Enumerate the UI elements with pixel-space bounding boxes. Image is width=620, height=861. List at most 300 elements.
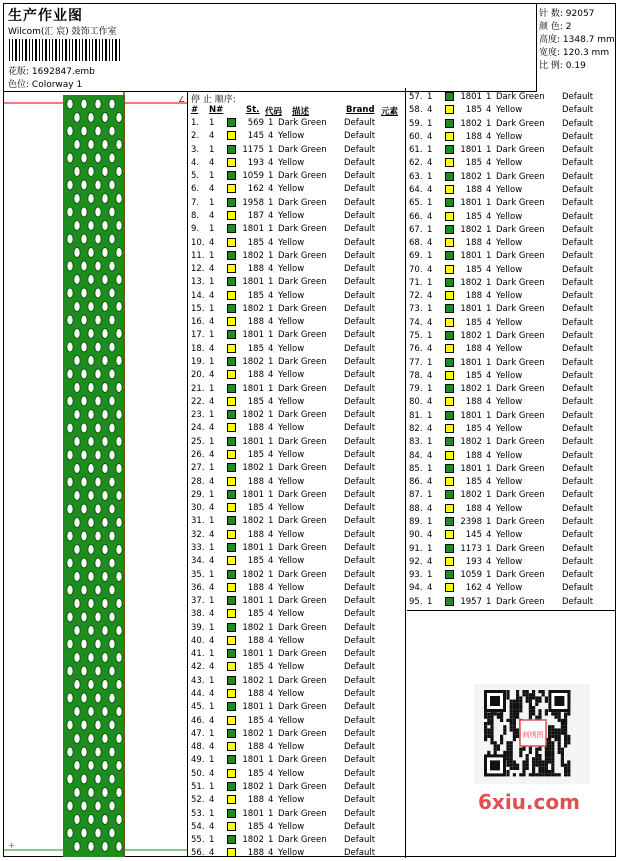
row-description: Yellow xyxy=(496,583,523,594)
table-row xyxy=(407,490,615,503)
row-brand: Default xyxy=(344,689,376,700)
color-swatch-green xyxy=(227,755,236,764)
row-description: Yellow xyxy=(278,503,305,514)
row-stitches: 1801 xyxy=(460,198,482,209)
row-code: 1 xyxy=(486,596,492,607)
row-number: 40. xyxy=(191,635,205,646)
row-needle: 4 xyxy=(427,556,433,567)
row-needle: 4 xyxy=(209,662,215,673)
row-description: Yellow xyxy=(496,424,523,434)
row-code: 1 xyxy=(268,808,274,819)
color-swatch-yellow xyxy=(227,556,236,565)
row-number: 92. xyxy=(409,556,423,567)
table-row xyxy=(189,848,405,861)
row-description: Yellow xyxy=(278,210,305,221)
row-description: Dark Green xyxy=(278,171,327,182)
row-brand: Default xyxy=(562,118,594,129)
color-swatch-yellow xyxy=(227,662,236,671)
row-code: 4 xyxy=(268,131,274,142)
height-value: 1348.7 mm xyxy=(562,35,615,45)
row-stitches: 188 xyxy=(247,264,264,275)
color-swatch-green xyxy=(227,516,236,525)
table-row xyxy=(189,782,405,795)
row-needle: 4 xyxy=(427,477,433,488)
row-needle: 4 xyxy=(427,503,433,514)
row-code: 1 xyxy=(268,755,274,766)
table-row xyxy=(189,662,405,675)
row-code: 4 xyxy=(486,344,492,355)
row-number: 30. xyxy=(191,503,205,514)
table-row xyxy=(189,795,405,808)
row-code: 1 xyxy=(268,596,274,607)
row-code: 1 xyxy=(486,171,492,182)
row-description: Dark Green xyxy=(278,410,327,421)
row-code: 1 xyxy=(268,224,274,235)
table-row xyxy=(407,185,615,198)
row-stitches: 188 xyxy=(247,689,264,700)
row-code: 4 xyxy=(486,211,492,222)
row-stitches: 188 xyxy=(465,503,482,514)
row-description: Dark Green xyxy=(496,251,545,262)
row-code: 4 xyxy=(486,370,492,381)
row-number: 24. xyxy=(191,423,205,434)
row-description: Dark Green xyxy=(278,782,327,792)
row-description: Dark Green xyxy=(496,410,545,421)
row-description: Dark Green xyxy=(496,224,545,235)
row-code: 4 xyxy=(268,662,274,673)
row-number: 86. xyxy=(409,477,423,488)
row-brand: Default xyxy=(562,450,594,461)
color-swatch-yellow xyxy=(227,131,236,140)
color-swatch-green xyxy=(445,544,454,553)
row-needle: 1 xyxy=(427,92,433,102)
row-needle: 4 xyxy=(209,317,215,328)
row-needle: 4 xyxy=(209,556,215,567)
row-description: Yellow xyxy=(496,477,523,488)
row-stitches: 185 xyxy=(247,290,264,301)
row-number: 68. xyxy=(409,238,423,249)
row-description: Yellow xyxy=(278,290,305,301)
row-brand: Default xyxy=(562,596,594,607)
row-needle: 4 xyxy=(427,344,433,355)
row-stitches: 185 xyxy=(465,211,482,222)
row-needle: 1 xyxy=(209,675,215,686)
table-row xyxy=(189,238,405,251)
table-row xyxy=(407,437,615,450)
row-number: 91. xyxy=(409,543,423,554)
row-needle: 1 xyxy=(209,171,215,182)
row-stitches: 1801 xyxy=(242,755,264,766)
row-description: Yellow xyxy=(278,662,305,673)
row-number: 34. xyxy=(191,556,205,567)
row-stitches: 162 xyxy=(465,583,482,594)
scale-label: 比 例: xyxy=(539,61,563,71)
row-number: 37. xyxy=(191,596,205,607)
row-description: Dark Green xyxy=(278,808,327,819)
header xyxy=(4,4,537,92)
row-brand: Default xyxy=(344,795,376,806)
row-stitches: 1801 xyxy=(242,277,264,288)
row-stitches: 1801 xyxy=(242,436,264,447)
row-number: 10. xyxy=(191,237,205,248)
row-number: 12. xyxy=(191,264,205,275)
row-number: 35. xyxy=(191,569,205,580)
row-brand: Default xyxy=(562,131,594,142)
row-needle: 4 xyxy=(209,689,215,700)
row-code: 4 xyxy=(268,317,274,328)
row-description: Yellow xyxy=(278,264,305,275)
row-brand: Default xyxy=(562,530,594,541)
row-code: 1 xyxy=(268,118,274,128)
table-row xyxy=(407,477,615,490)
row-brand: Default xyxy=(344,649,376,660)
stitches-value: 92057 xyxy=(565,9,595,19)
color-swatch-yellow xyxy=(227,238,236,247)
color-swatch-green xyxy=(445,225,454,234)
row-code: 4 xyxy=(486,264,492,275)
row-stitches: 185 xyxy=(465,477,482,488)
table-row xyxy=(407,344,615,357)
table-row xyxy=(189,583,405,596)
row-needle: 4 xyxy=(427,131,433,142)
row-code: 4 xyxy=(268,848,274,859)
row-needle: 1 xyxy=(427,171,433,182)
row-needle: 1 xyxy=(209,250,215,261)
row-number: 71. xyxy=(409,277,423,288)
row-number: 49. xyxy=(191,755,205,766)
table-row xyxy=(407,331,615,344)
row-description: Yellow xyxy=(496,370,523,381)
row-number: 16. xyxy=(191,317,205,328)
row-code: 1 xyxy=(268,702,274,713)
row-needle: 4 xyxy=(209,264,215,275)
row-description: Yellow xyxy=(496,158,523,169)
table-row xyxy=(189,716,405,729)
row-number: 75. xyxy=(409,331,423,342)
row-description: Dark Green xyxy=(496,92,545,102)
row-number: 60. xyxy=(409,131,423,142)
row-number: 88. xyxy=(409,503,423,514)
color-swatch-green xyxy=(227,835,236,844)
row-needle: 1 xyxy=(209,808,215,819)
file-value: 1692847.emb xyxy=(31,67,95,77)
row-needle: 4 xyxy=(209,423,215,434)
row-stitches: 185 xyxy=(247,662,264,673)
table-row xyxy=(189,769,405,782)
row-description: Dark Green xyxy=(278,622,327,633)
color-swatch-green xyxy=(227,729,236,738)
table-row xyxy=(189,211,405,224)
row-number: 83. xyxy=(409,437,423,448)
row-brand: Default xyxy=(562,92,594,102)
row-needle: 4 xyxy=(427,317,433,328)
color-swatch-green xyxy=(227,676,236,685)
color-swatch-green xyxy=(227,330,236,339)
row-code: 4 xyxy=(486,583,492,594)
color-swatch-yellow xyxy=(227,609,236,618)
row-brand: Default xyxy=(344,556,376,567)
row-description: Yellow xyxy=(278,423,305,434)
color-swatch-green xyxy=(227,782,236,791)
row-code: 4 xyxy=(268,768,274,779)
table-row xyxy=(407,597,615,610)
row-code: 1 xyxy=(268,649,274,660)
row-code: 1 xyxy=(486,331,492,342)
color-swatch-yellow xyxy=(227,742,236,751)
row-needle: 4 xyxy=(427,450,433,461)
row-description: Dark Green xyxy=(496,198,545,209)
row-code: 4 xyxy=(268,396,274,407)
row-code: 1 xyxy=(486,570,492,581)
row-code: 1 xyxy=(486,145,492,156)
row-number: 66. xyxy=(409,211,423,222)
row-brand: Default xyxy=(344,303,376,314)
color-swatch-yellow xyxy=(227,477,236,486)
row-number: 52. xyxy=(191,795,205,806)
row-number: 87. xyxy=(409,490,423,501)
row-number: 9. xyxy=(191,224,200,235)
row-code: 1 xyxy=(268,197,274,208)
color-swatch-yellow xyxy=(227,344,236,353)
width-label: 宽度: xyxy=(539,48,561,58)
row-brand: Default xyxy=(562,490,594,501)
row-description: Dark Green xyxy=(278,118,327,128)
row-number: 43. xyxy=(191,675,205,686)
row-brand: Default xyxy=(562,171,594,182)
col-header-st: St. xyxy=(246,105,260,115)
table-row xyxy=(189,145,405,158)
row-code: 4 xyxy=(486,238,492,249)
row-brand: Default xyxy=(562,437,594,448)
row-code: 4 xyxy=(268,210,274,221)
row-stitches: 188 xyxy=(247,423,264,434)
row-brand: Default xyxy=(344,596,376,607)
row-description: Dark Green xyxy=(278,489,327,500)
table-row xyxy=(189,330,405,343)
row-needle: 4 xyxy=(209,582,215,593)
svg-text:∠: ∠ xyxy=(178,95,186,104)
qr-center-label: 刺绣图 xyxy=(522,731,544,739)
color-swatch-green xyxy=(445,490,454,499)
row-brand: Default xyxy=(344,290,376,301)
row-stitches: 188 xyxy=(247,742,264,753)
row-needle: 4 xyxy=(209,609,215,620)
row-stitches: 188 xyxy=(465,291,482,302)
row-stitches: 187 xyxy=(247,210,264,221)
color-swatch-green xyxy=(227,304,236,313)
row-stitches: 1801 xyxy=(242,224,264,235)
row-code: 4 xyxy=(486,184,492,195)
color-swatch-green xyxy=(227,649,236,658)
row-number: 58. xyxy=(409,105,423,116)
row-needle: 4 xyxy=(427,397,433,408)
row-code: 4 xyxy=(486,424,492,434)
table-row xyxy=(189,596,405,609)
row-brand: Default xyxy=(344,210,376,221)
row-description: Yellow xyxy=(496,264,523,275)
row-number: 21. xyxy=(191,383,205,394)
stitches-label: 针 数: xyxy=(539,9,563,19)
row-code: 1 xyxy=(268,436,274,447)
table-row xyxy=(189,835,405,848)
row-needle: 4 xyxy=(427,583,433,594)
row-description: Dark Green xyxy=(278,357,327,368)
row-code: 4 xyxy=(268,290,274,301)
row-brand: Default xyxy=(344,317,376,328)
row-number: 44. xyxy=(191,689,205,700)
row-number: 84. xyxy=(409,450,423,461)
color-swatch-green xyxy=(445,92,454,101)
row-number: 2. xyxy=(191,131,200,142)
color-swatch-green xyxy=(445,384,454,393)
table-row xyxy=(407,530,615,543)
row-code: 1 xyxy=(268,277,274,288)
row-code: 4 xyxy=(486,317,492,328)
row-stitches: 188 xyxy=(247,848,264,859)
row-needle: 1 xyxy=(209,197,215,208)
row-brand: Default xyxy=(562,357,594,368)
row-stitches: 1802 xyxy=(242,410,264,421)
row-stitches: 188 xyxy=(247,582,264,593)
row-number: 61. xyxy=(409,145,423,156)
table-row xyxy=(407,397,615,410)
row-code: 4 xyxy=(268,237,274,248)
row-description: Yellow xyxy=(278,317,305,328)
row-code: 4 xyxy=(486,291,492,302)
row-description: Dark Green xyxy=(278,569,327,580)
color-swatch-green xyxy=(227,171,236,180)
color-swatch-green xyxy=(445,304,454,313)
row-code: 1 xyxy=(268,622,274,633)
row-needle: 1 xyxy=(427,357,433,368)
row-brand: Default xyxy=(344,702,376,713)
file-label: 花版: xyxy=(8,67,30,77)
row-stitches: 188 xyxy=(465,238,482,249)
row-brand: Default xyxy=(344,768,376,779)
row-description: Yellow xyxy=(496,344,523,355)
table-row xyxy=(189,809,405,822)
color-swatch-yellow xyxy=(227,370,236,379)
row-brand: Default xyxy=(562,238,594,249)
row-brand: Default xyxy=(562,211,594,222)
row-needle: 4 xyxy=(209,635,215,646)
row-code: 1 xyxy=(486,357,492,368)
row-code: 1 xyxy=(268,489,274,500)
row-brand: Default xyxy=(344,463,376,474)
col-header-brand: Brand xyxy=(346,105,375,115)
row-needle: 1 xyxy=(427,251,433,262)
colorway-label: 色位: xyxy=(8,80,30,90)
colorway-line xyxy=(8,77,82,90)
table-row xyxy=(189,291,405,304)
table-row xyxy=(407,570,615,583)
table-row xyxy=(189,676,405,689)
row-stitches: 188 xyxy=(465,397,482,408)
barcode xyxy=(9,39,121,61)
row-brand: Default xyxy=(344,396,376,407)
row-needle: 4 xyxy=(209,450,215,460)
row-number: 11. xyxy=(191,250,205,261)
row-number: 22. xyxy=(191,396,205,407)
row-brand: Default xyxy=(344,118,376,128)
row-code: 4 xyxy=(268,503,274,514)
row-code: 1 xyxy=(486,490,492,501)
row-needle: 1 xyxy=(209,436,215,447)
row-code: 4 xyxy=(268,529,274,540)
row-number: 50. xyxy=(191,768,205,779)
row-needle: 1 xyxy=(427,437,433,448)
row-description: Yellow xyxy=(278,370,305,381)
row-code: 4 xyxy=(268,821,274,832)
row-brand: Default xyxy=(344,728,376,739)
table-row xyxy=(407,318,615,331)
color-swatch-green xyxy=(227,623,236,632)
color-swatch-green xyxy=(227,490,236,499)
row-description: Dark Green xyxy=(496,516,545,527)
row-stitches: 188 xyxy=(247,476,264,487)
row-number: 82. xyxy=(409,424,423,434)
row-description: Dark Green xyxy=(496,490,545,501)
table-row xyxy=(407,158,615,171)
row-number: 55. xyxy=(191,835,205,846)
row-code: 4 xyxy=(486,397,492,408)
row-brand: Default xyxy=(562,251,594,262)
table-row xyxy=(407,132,615,145)
table-row xyxy=(189,357,405,370)
row-number: 5. xyxy=(191,171,200,182)
row-needle: 1 xyxy=(209,357,215,368)
row-number: 39. xyxy=(191,622,205,633)
row-code: 4 xyxy=(268,795,274,806)
row-code: 1 xyxy=(486,277,492,288)
col-header-elem: 元素 xyxy=(381,107,399,117)
table-row xyxy=(407,557,615,570)
row-brand: Default xyxy=(344,622,376,633)
row-brand: Default xyxy=(344,237,376,248)
row-needle: 1 xyxy=(209,728,215,739)
row-code: 1 xyxy=(268,463,274,474)
table-row xyxy=(189,702,405,715)
row-number: 65. xyxy=(409,198,423,209)
table-row xyxy=(189,224,405,237)
row-number: 69. xyxy=(409,251,423,262)
row-needle: 4 xyxy=(209,210,215,221)
row-brand: Default xyxy=(562,463,594,474)
row-number: 89. xyxy=(409,516,423,527)
color-swatch-green xyxy=(227,543,236,552)
row-stitches: 1801 xyxy=(242,702,264,713)
row-stitches: 1802 xyxy=(460,331,482,342)
row-brand: Default xyxy=(344,742,376,753)
table-row xyxy=(407,291,615,304)
color-swatch-yellow xyxy=(227,211,236,220)
row-description: Yellow xyxy=(278,582,305,593)
row-number: 79. xyxy=(409,384,423,395)
row-number: 48. xyxy=(191,742,205,753)
color-swatch-yellow xyxy=(445,238,454,247)
color-swatch-green xyxy=(227,251,236,260)
row-number: 42. xyxy=(191,662,205,673)
color-swatch-green xyxy=(445,597,454,606)
color-swatch-green xyxy=(445,198,454,207)
row-brand: Default xyxy=(344,250,376,261)
studio-name: Wilcom(汇 宸) 鼓饰工作室 xyxy=(8,27,117,37)
row-stitches: 1801 xyxy=(460,357,482,368)
row-number: 7. xyxy=(191,197,200,208)
row-brand: Default xyxy=(562,583,594,594)
row-brand: Default xyxy=(344,516,376,527)
row-stitches: 1801 xyxy=(242,542,264,553)
